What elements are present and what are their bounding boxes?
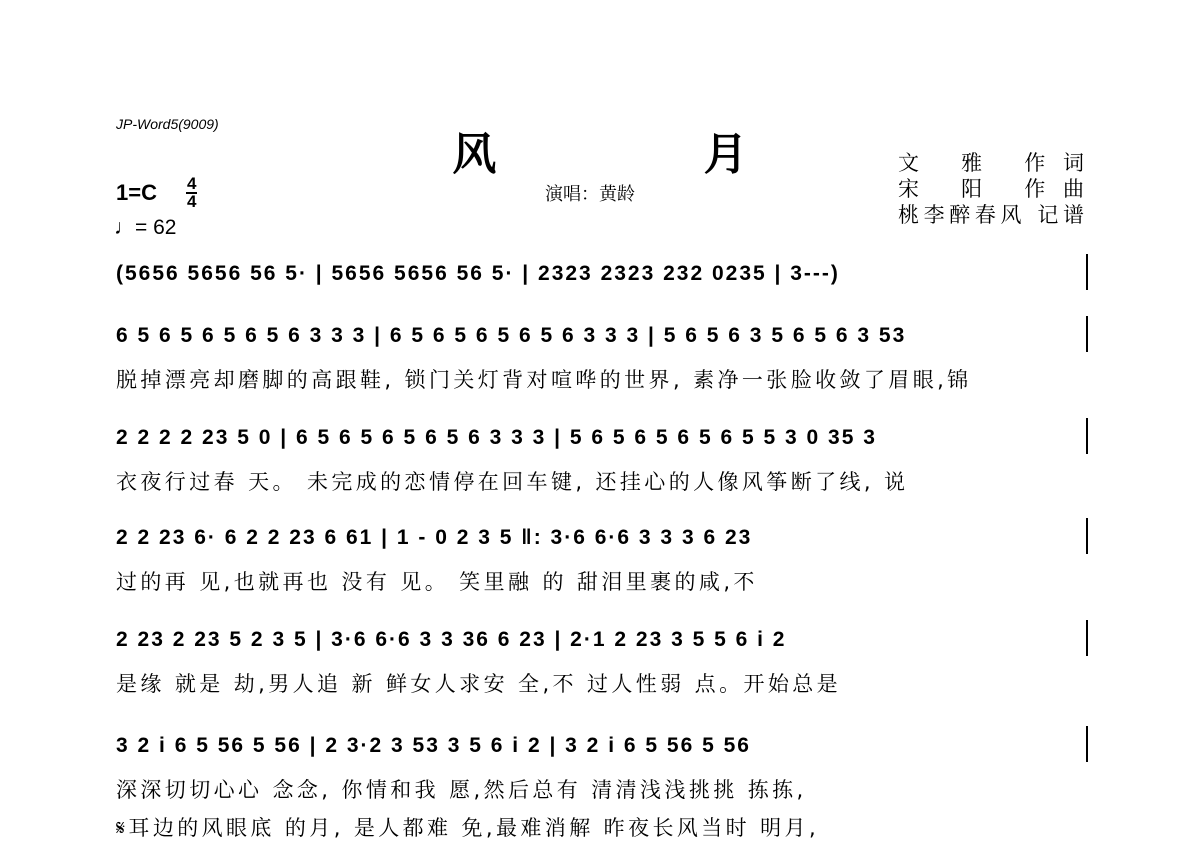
barline	[1086, 316, 1088, 352]
barline	[1086, 620, 1088, 656]
notation-line: 2 23 2 23 5 2 3 5 | 3·6 6·6 3 3 36 6 23 | 2·1 2 23 3 5 5 6 i 2	[116, 628, 787, 651]
composer-credit: 宋 阳 作曲	[898, 177, 1084, 201]
notation-line: 2 2 2 2 23 5 0 | 6 5 6 5 6 5 6 5 6 3 3 3 | 5 6 5 6 5 6 5 6 5 5 3 0 35 3	[116, 426, 877, 449]
software-label: JP-Word5(9009)	[116, 116, 219, 132]
time-signature-top: 4	[187, 174, 197, 193]
barline	[1086, 254, 1088, 290]
lyric-line: 衣夜行过春 天。 未完成的恋情停在回车键, 还挂心的人像风筝断了线, 说	[116, 470, 909, 494]
notation-line: 2 2 23 6· 6 2 2 23 6 61 | 1 - 0 2 3 5 ‖: 3·6 6·6 3 3 3 6 23	[116, 526, 753, 549]
time-signature-bottom: 4	[187, 192, 197, 211]
lyric-line: 深深切切心心 念念, 你情和我 愿,然后总有 清清浅浅挑挑 拣拣,	[116, 778, 807, 802]
score-line-1	[116, 262, 1088, 302]
transcriber-credit: 桃李醉春风 记谱	[898, 203, 1084, 227]
score-line-2	[116, 324, 1088, 394]
score-line-6	[116, 734, 1088, 842]
lyric-line: 过的再 见,也就再也 没有 见。 笑里融 的 甜泪里裹的咸,不	[116, 570, 758, 594]
tempo-marking: ♩= 62	[114, 216, 177, 239]
singer-credit: 演唱：黄龄	[545, 184, 635, 205]
lyric-line-2: 𝄋耳边的风眼底 的月, 是人都难 免,最难消解 昨夜长风当时 明月,	[116, 816, 820, 840]
notation-line: (5656 5656 56 5· | 5656 5656 56 5· | 2323 2323 232 0235 | 3---)	[116, 262, 840, 285]
score-line-3	[116, 426, 1088, 496]
song-title: 风 月	[452, 129, 844, 180]
lyric-line: 是缘 就是 劫,男人追 新 鲜女人求安 全,不 过人性弱 点。开始总是	[116, 672, 842, 696]
key-signature: 1=C	[116, 180, 157, 205]
lyric-line: 脱掉漂亮却磨脚的高跟鞋, 锁门关灯背对喧哗的世界, 素净一张脸收敛了眉眼,锦	[116, 368, 972, 392]
notation-line: 6 5 6 5 6 5 6 5 6 3 3 3 | 6 5 6 5 6 5 6 5 6 3 3 3 | 5 6 5 6 3 5 6 5 6 3 53	[116, 324, 907, 347]
lyricist-credit: 文 雅 作词	[898, 151, 1084, 175]
credits-block	[898, 150, 1084, 228]
notation-line: 3 2 i 6 5 56 5 56 | 2 3·2 3 53 3 5 6 i 2 | 3 2 i 6 5 56 5 56	[116, 734, 751, 757]
time-signature	[186, 176, 197, 210]
barline	[1086, 726, 1088, 762]
score-line-4	[116, 526, 1088, 596]
barline	[1086, 518, 1088, 554]
score-line-5	[116, 628, 1088, 698]
barline	[1086, 418, 1088, 454]
